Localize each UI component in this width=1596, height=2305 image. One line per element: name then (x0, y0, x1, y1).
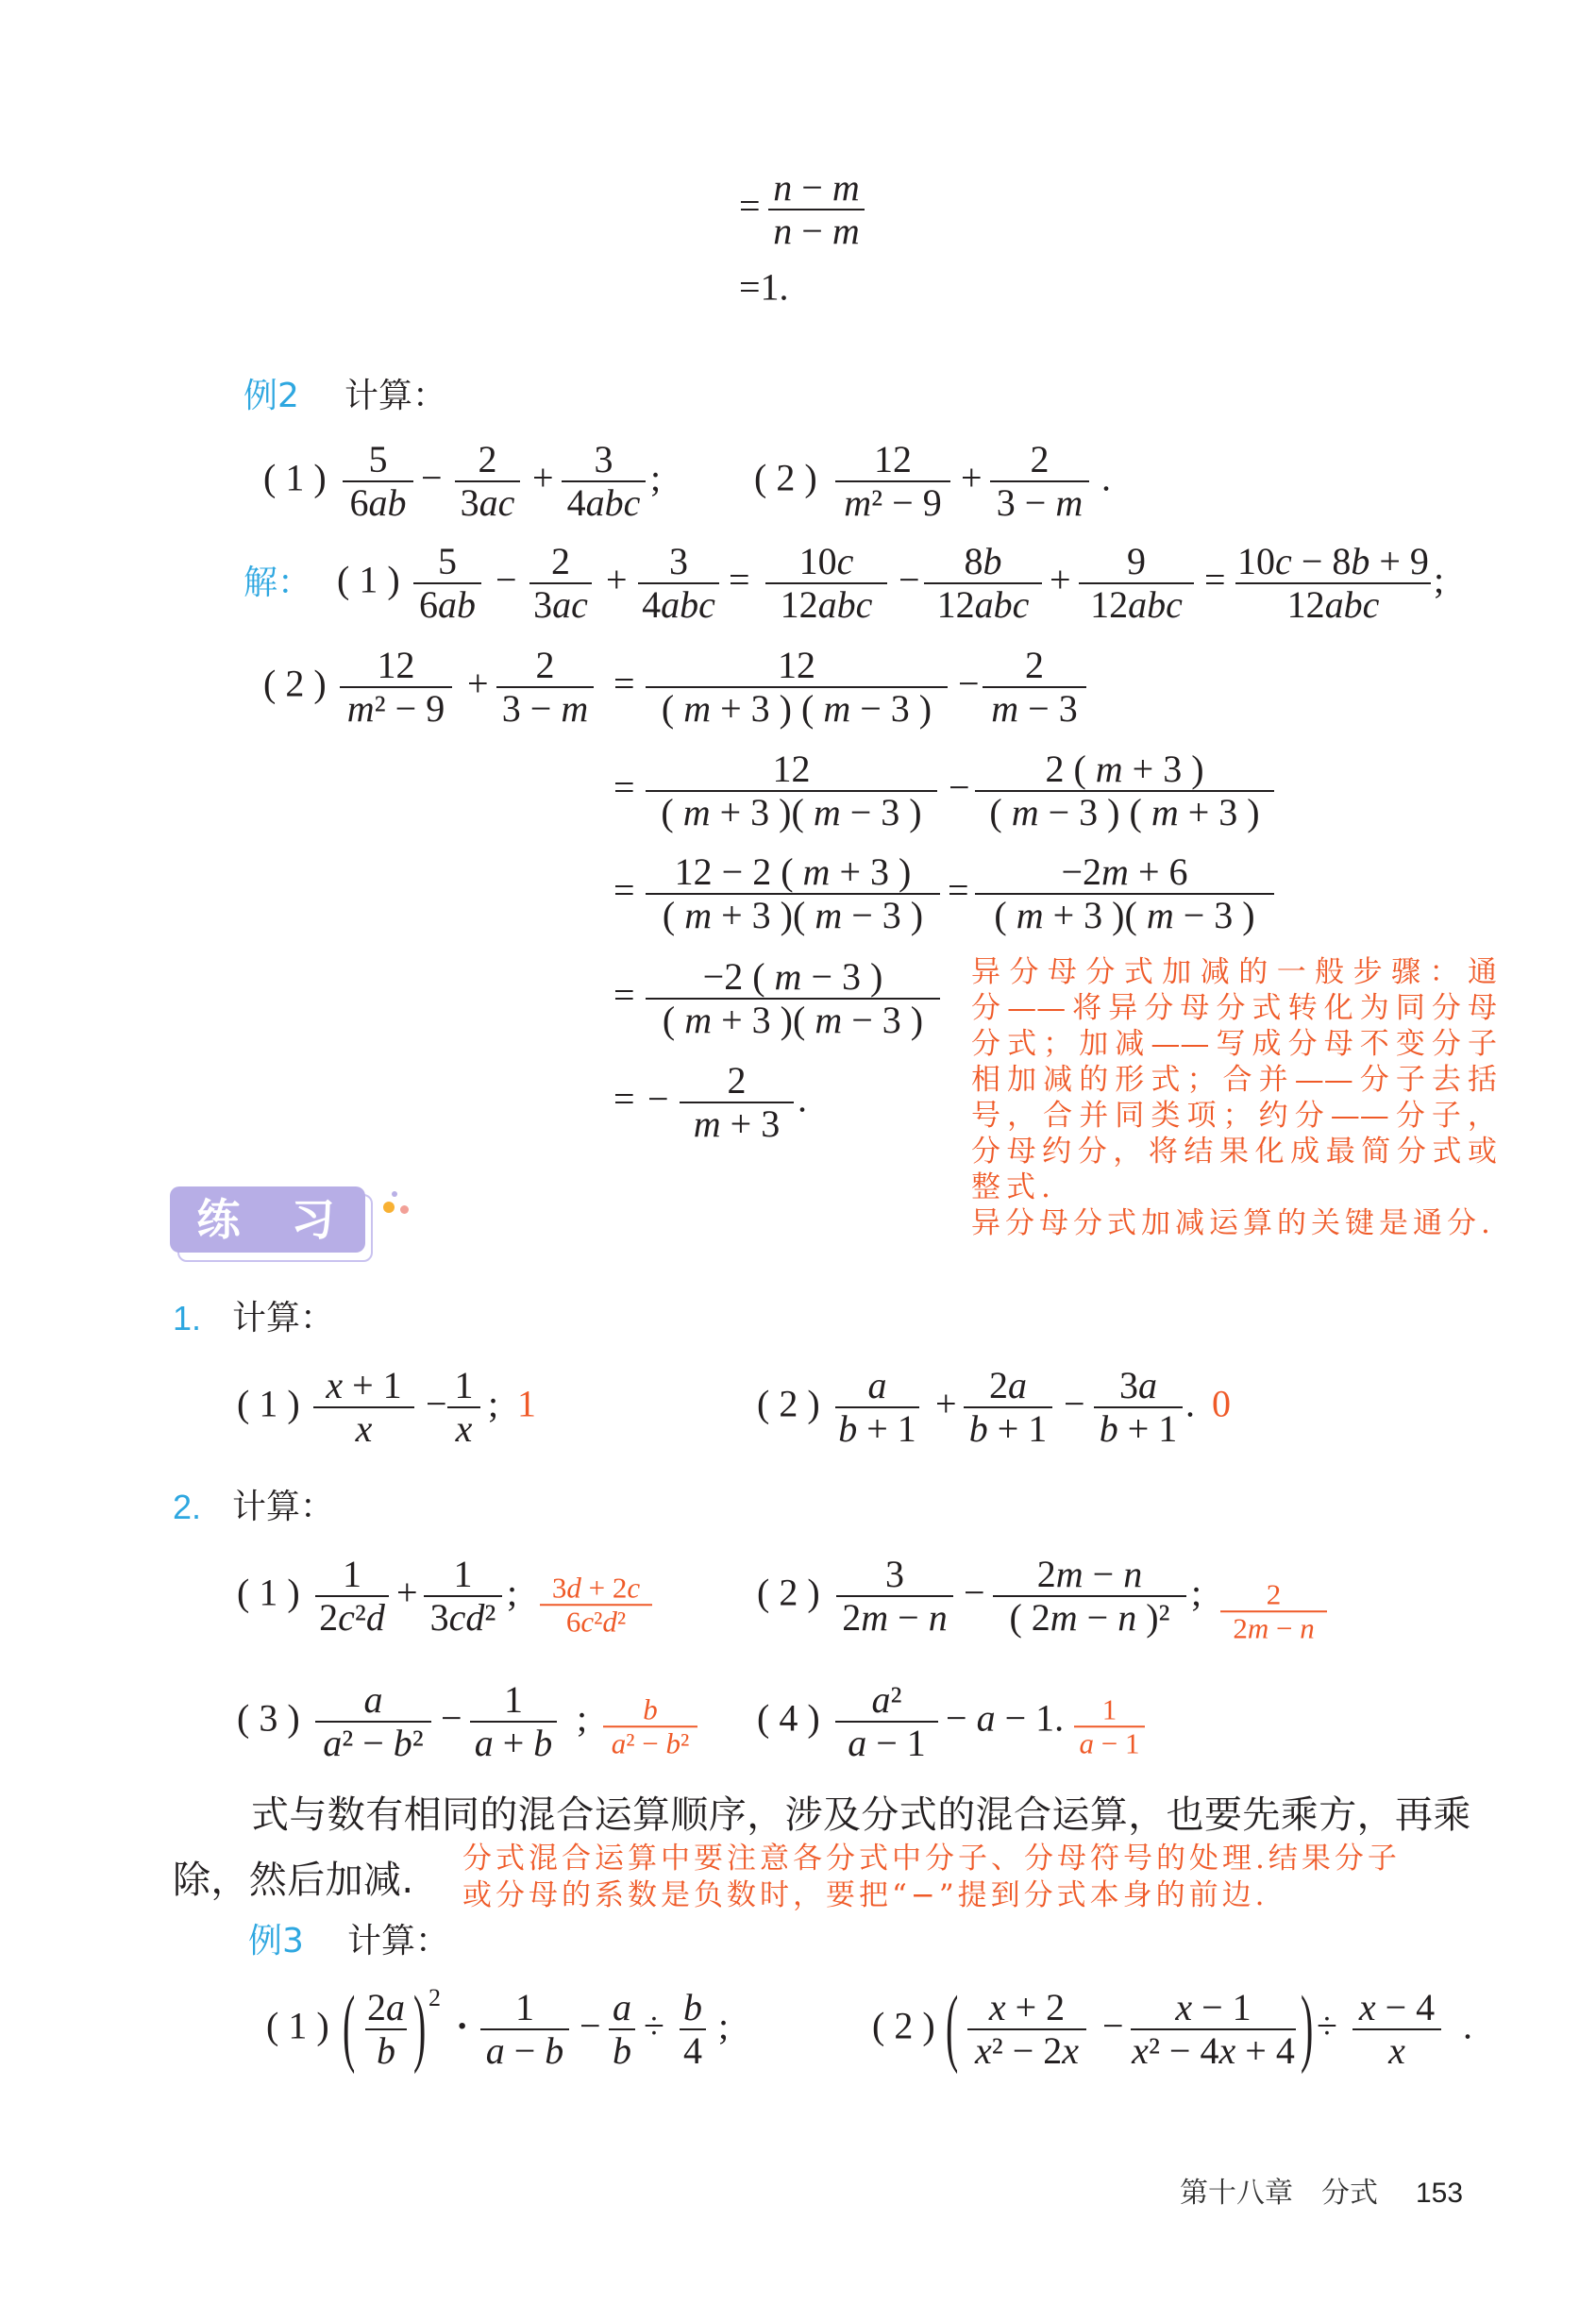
numerator: 2 (727, 1059, 747, 1102)
exponent: 2 (428, 1984, 441, 2011)
body-text: 除，然后加减. (173, 1859, 414, 1902)
fraction (413, 541, 481, 626)
denominator: b + 1 (1099, 1407, 1178, 1450)
plus-sign: + (1050, 558, 1071, 601)
fraction (975, 749, 1274, 833)
numerator: 10c − 8b + 9 (1237, 540, 1429, 582)
numerator: 1 (343, 1553, 361, 1595)
plus-sign: + (961, 456, 983, 499)
problem-index: ( 2 ) (872, 2004, 935, 2047)
equals-sign: = (613, 1077, 635, 1120)
denominator: x (1388, 2029, 1405, 2072)
plus-sign: + (396, 1571, 418, 1614)
denominator: x² − 2x (974, 2029, 1080, 2072)
denominator: 4abc (642, 583, 715, 626)
problem-index: ( 1 ) (266, 2004, 329, 2047)
minus-sign: − (580, 2004, 601, 2047)
denominator: x² − 4x + 4 (1132, 2029, 1295, 2072)
fraction (1352, 1987, 1441, 2072)
note-line: 分式；加减——写成分母不变分子 (971, 1027, 1497, 1061)
denominator: a² − b² (611, 1725, 690, 1759)
plus-sign: + (606, 558, 628, 601)
note-line: 相加减的形式；合并——分子去括 (971, 1063, 1497, 1097)
divide-sign: ÷ (644, 2004, 664, 2047)
minus-sign: − (899, 558, 920, 601)
numerator: 12 (778, 644, 815, 686)
fraction (990, 439, 1089, 524)
numerator: 2 (478, 438, 497, 480)
note-line: 分式混合运算中要注意各分式中分子、分母符号的处理.结果分子 (462, 1842, 1401, 1876)
practice-badge (170, 1186, 365, 1253)
minus-sign: − (647, 1077, 669, 1120)
numerator: 2 (551, 540, 570, 582)
numerator: 1 (1101, 1692, 1117, 1726)
plus-sign: + (467, 662, 489, 705)
answer-fraction (1074, 1693, 1145, 1759)
denominator: 3ac (460, 481, 515, 524)
numerator: 1 (515, 1986, 534, 2028)
chapter-title: 第十八章 分式 (1180, 2177, 1378, 2210)
fraction (765, 541, 887, 626)
equals-sign: = (613, 973, 635, 1017)
divide-sign: ÷ (1317, 2004, 1337, 2047)
numerator: 9 (1127, 540, 1146, 582)
punctuation: ; (488, 1382, 499, 1425)
multiply-dot: · (456, 2004, 469, 2047)
denominator: ( 2m − n )² (1009, 1596, 1170, 1639)
problem-index: ( 1 ) (237, 1571, 300, 1614)
numerator: 3 (594, 438, 613, 480)
numerator: 12 (874, 438, 912, 480)
fraction (993, 1554, 1186, 1639)
numerator: a² (871, 1678, 902, 1721)
answer-fraction (603, 1693, 697, 1759)
numerator: 1 (453, 1553, 473, 1595)
fraction (680, 1987, 706, 2072)
numerator: −2m + 6 (1061, 850, 1188, 893)
equals-sign: = (739, 184, 761, 227)
punctuation: . (1185, 1382, 1195, 1425)
denominator: 12abc (936, 583, 1030, 626)
numerator: 5 (438, 540, 457, 582)
denominator: 2m − n (842, 1596, 948, 1639)
note-line: 分母约分，将结果化成最简分式或 (971, 1135, 1497, 1169)
numerator: 3 (885, 1553, 904, 1595)
decorative-dot-icon (400, 1205, 409, 1214)
note-line: 号，合并同类项；约分——分子， (971, 1099, 1497, 1133)
denominator: b (377, 2029, 395, 2072)
denominator: a − 1 (848, 1722, 926, 1764)
minus-sign: − (949, 766, 970, 809)
numerator: x − 4 (1358, 1986, 1436, 2028)
fraction (343, 439, 413, 524)
punctuation: ; (1191, 1571, 1202, 1614)
fraction (365, 1987, 407, 2072)
fraction (975, 851, 1274, 936)
minus-sign: − (441, 1696, 462, 1740)
denominator: ( m + 3 )( m − 3 ) (661, 791, 922, 833)
punctuation: . (798, 1077, 807, 1120)
numerator: 3 (669, 540, 688, 582)
denominator: b + 1 (838, 1407, 916, 1450)
denominator: a² − b² (323, 1722, 424, 1764)
fraction (1094, 1365, 1183, 1450)
equals-sign: = (729, 558, 750, 601)
fraction (447, 1365, 480, 1450)
punctuation: . (1463, 2004, 1472, 2047)
denominator: 3ac (533, 583, 588, 626)
fraction (496, 645, 594, 730)
example-label: 例3 (248, 1922, 304, 1960)
fraction (835, 1365, 919, 1450)
numerator: x + 1 (326, 1364, 402, 1406)
problem-index: ( 2 ) (263, 662, 327, 705)
fraction (646, 851, 940, 936)
fraction (983, 645, 1086, 730)
denominator: m − 3 (991, 687, 1078, 730)
problem-index: ( 3 ) (237, 1696, 300, 1740)
decorative-dot-icon (392, 1191, 397, 1197)
note-line: 或分母的系数是负数时，要把“−”提到分式本身的前边. (462, 1878, 1268, 1912)
denominator: a + b (474, 1722, 553, 1764)
punctuation: ; (718, 2004, 730, 2047)
fraction (967, 1987, 1086, 2072)
margin-note-mixed-operations (462, 1841, 1470, 1914)
right-parenthesis: ) (1301, 1977, 1314, 2076)
numerator: a (867, 1364, 887, 1406)
result: =1. (739, 265, 789, 309)
fraction (529, 541, 592, 626)
fraction (646, 645, 948, 730)
note-line: 异分母分式加减运算的关键是通分. (971, 1206, 1495, 1240)
fraction (1131, 1987, 1296, 2072)
expression-tail: − a − 1. (946, 1696, 1065, 1740)
numerator: 2 (1025, 644, 1044, 686)
badge-label: 练 习 (196, 1194, 339, 1245)
denominator: 3 − m (996, 481, 1084, 524)
numerator: −2 ( m − 3 ) (702, 955, 883, 998)
denominator: 2m − n (1233, 1610, 1315, 1644)
punctuation: ; (577, 1696, 588, 1740)
minus-sign: − (426, 1382, 447, 1425)
minus-sign: − (1064, 1382, 1085, 1425)
numerator: 12 (772, 748, 811, 790)
fraction (638, 541, 719, 626)
note-line: 分——将异分母分式转化为同分母 (971, 991, 1497, 1025)
denominator: 12abc (780, 583, 873, 626)
fraction (562, 439, 646, 524)
numerator: 2 (535, 644, 555, 686)
fraction (313, 1365, 414, 1450)
numerator: 2m − n (1036, 1553, 1143, 1595)
fraction (1079, 541, 1194, 626)
numerator: 3a (1119, 1364, 1157, 1406)
right-parenthesis: ) (413, 1977, 427, 2076)
numerator: 1 (504, 1678, 523, 1721)
equals-sign: = (613, 868, 635, 912)
minus-sign: − (496, 558, 517, 601)
question-prompt: 计算： (232, 1299, 335, 1338)
problem-index: ( 2 ) (757, 1382, 820, 1425)
denominator: b (613, 2029, 631, 2072)
denominator: 12abc (1286, 583, 1380, 626)
denominator: a − b (485, 2029, 564, 2072)
fraction (646, 749, 937, 833)
fraction (768, 167, 865, 252)
minus-sign: − (964, 1571, 985, 1614)
denominator: a − 1 (1079, 1725, 1140, 1759)
solution-label: 解： (244, 564, 312, 602)
left-parenthesis: ( (946, 1977, 959, 2076)
denominator: b + 1 (968, 1407, 1048, 1450)
numerator: n − m (773, 166, 860, 209)
denominator: 3 − m (501, 687, 589, 730)
numerator: b (643, 1692, 658, 1726)
numerator: 10c (798, 540, 854, 582)
numerator: 12 (377, 644, 415, 686)
denominator: m² − 9 (346, 687, 445, 730)
question-prompt: 计算： (232, 1488, 335, 1526)
numerator: 1 (454, 1364, 474, 1406)
problem-index: ( 4 ) (757, 1696, 820, 1740)
problem-index: ( 2 ) (757, 1571, 820, 1614)
problem-index: ( 1 ) (337, 558, 400, 601)
equals-sign: = (613, 766, 635, 809)
denominator: ( m − 3 ) ( m + 3 ) (989, 791, 1260, 833)
equals-sign: = (948, 868, 969, 912)
fraction (424, 1554, 502, 1639)
numerator: 2a (989, 1364, 1027, 1406)
example-prompt: 计算： (347, 1922, 450, 1960)
answer: 1 (517, 1382, 536, 1425)
question-number: 2. (173, 1488, 202, 1526)
answer: 0 (1212, 1382, 1231, 1425)
numerator: b (683, 1986, 702, 2028)
example-label: 例2 (244, 377, 299, 415)
denominator: x (355, 1407, 373, 1450)
denominator: x (455, 1407, 473, 1450)
denominator: m + 3 (693, 1102, 781, 1145)
punctuation: . (1101, 456, 1111, 499)
fraction (609, 1987, 635, 2072)
minus-sign: − (421, 456, 443, 499)
minus-sign: − (958, 662, 980, 705)
numerator: 2a (367, 1986, 405, 2028)
numerator: x − 1 (1175, 1986, 1252, 2028)
equals-sign: = (613, 662, 635, 705)
problem-index: ( 1 ) (237, 1382, 300, 1425)
numerator: 12 − 2 ( m + 3 ) (674, 850, 912, 893)
denominator: n − m (773, 210, 860, 252)
denominator: 4abc (566, 481, 641, 524)
numerator: 5 (368, 438, 388, 480)
numerator: 2 (1030, 438, 1050, 480)
fraction (1235, 541, 1431, 626)
denominator: 6ab (419, 583, 476, 626)
problem-index: ( 2 ) (754, 456, 817, 499)
fraction (315, 1679, 431, 1764)
denominator: ( m + 3 )( m − 3 ) (662, 999, 924, 1041)
fraction (836, 1554, 953, 1639)
decorative-dot-icon (383, 1202, 395, 1213)
question-number: 1. (173, 1299, 202, 1338)
punctuation: ; (1434, 558, 1445, 601)
left-parenthesis: ( (343, 1977, 356, 2076)
minus-sign: − (1102, 2004, 1124, 2047)
example-prompt: 计算： (344, 377, 447, 415)
denominator: m² − 9 (844, 481, 942, 524)
fraction (470, 1679, 557, 1764)
fraction (315, 1554, 389, 1639)
fraction (680, 1060, 794, 1145)
denominator: 6ab (349, 481, 407, 524)
denominator: ( m + 3 )( m − 3 ) (994, 894, 1255, 936)
denominator: 6c²d² (565, 1604, 627, 1638)
numerator: a (613, 1986, 631, 2028)
denominator: ( m + 3 ) ( m − 3 ) (661, 687, 932, 730)
body-text: 式与数有相同的混合运算顺序，涉及分式的混合运算，也要先乘方，再乘 (251, 1793, 1471, 1837)
denominator: 3cd² (429, 1596, 496, 1639)
denominator: 12abc (1090, 583, 1183, 626)
fraction (646, 956, 940, 1041)
numerator: a (363, 1678, 383, 1721)
punctuation: ; (650, 456, 662, 499)
fraction (924, 541, 1042, 626)
numerator: 8b (964, 540, 1002, 582)
numerator: x + 2 (988, 1986, 1066, 2028)
punctuation: ; (507, 1571, 518, 1614)
note-line: 异分母分式加减的一般步骤：通 (971, 955, 1497, 989)
fraction (480, 1987, 569, 2072)
plus-sign: + (935, 1382, 957, 1425)
note-line: 整式. (971, 1170, 1056, 1204)
fraction (835, 1679, 938, 1764)
fraction (455, 439, 520, 524)
answer-fraction (540, 1572, 652, 1638)
numerator: 2 ( m + 3 ) (1045, 748, 1204, 790)
numerator: 3d + 2c (551, 1571, 641, 1605)
fraction (964, 1365, 1052, 1450)
equals-sign: = (1204, 558, 1226, 601)
fraction (835, 439, 950, 524)
fraction (340, 645, 452, 730)
plus-sign: + (532, 456, 554, 499)
problem-index: ( 1 ) (263, 456, 327, 499)
denominator: 2c²d (319, 1596, 385, 1639)
margin-note-addition-steps (971, 954, 1497, 1241)
denominator: 4 (683, 2029, 702, 2072)
denominator: ( m + 3 )( m − 3 ) (662, 894, 924, 936)
answer-fraction (1220, 1578, 1327, 1644)
page-number: 153 (1416, 2178, 1464, 2209)
numerator: 2 (1266, 1577, 1282, 1611)
